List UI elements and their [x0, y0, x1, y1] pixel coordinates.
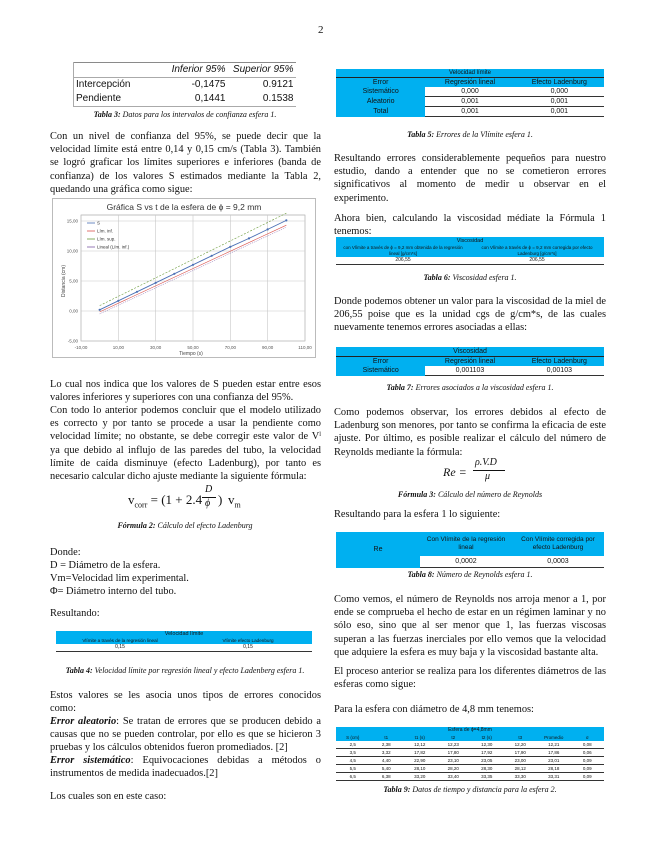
table-cell: 33,30 — [504, 773, 538, 781]
table-row — [336, 741, 604, 749]
table-header-cell: S (cm) — [336, 734, 370, 741]
table-header-cell: Efecto Ladenburg — [515, 357, 604, 367]
table-header-cell: Regresión lineal — [425, 78, 514, 88]
table-row — [336, 749, 604, 757]
table-cell: 28,18 — [537, 765, 571, 773]
table-cell: 5,5 — [336, 765, 370, 773]
y-tick-label: 10,00 — [66, 248, 78, 254]
paragraph: Como vemos, el número de Reynolds nos arroja menor a 1, por ende se comprueba el hecho de estar en un régimen laminar y no sólo eso, sino que al ser menor que 1, las fuerzas viscosas superan a las fuerzas inerciales por ello vemos que la velocidad que adquiere la esfera es muy baja y la viscosidad bastante alta. — [334, 594, 606, 658]
x-tick-label: 10,00 — [112, 345, 124, 350]
table-cell: 6,38 — [370, 773, 404, 781]
y-tick-label: 0,00 — [69, 308, 78, 314]
data-point — [173, 273, 175, 275]
paragraph: Donde: — [50, 547, 81, 558]
chart-y-label: Distancia (cm) — [61, 265, 67, 297]
table-row — [336, 773, 604, 781]
table-header-cell: Error — [336, 357, 425, 367]
data-point — [117, 300, 119, 302]
caption-text: Cálculo del efecto Ladenburg — [155, 521, 253, 530]
table-header-cell: t2 — [437, 734, 471, 741]
table-cell: 12,21 — [537, 741, 571, 749]
table-row — [74, 63, 296, 78]
table-title: Velocidad límite — [336, 69, 604, 78]
table-cell: 0,1441 — [160, 92, 228, 107]
table-row-head: Re — [336, 532, 420, 568]
table-header-cell: Efecto Ladenburg — [515, 78, 604, 88]
paragraph: Lo cual nos indica que los valores de S pueden estar entre esos valores inferiores y superiores con una confianza del 95%. — [50, 379, 321, 404]
x-tick-label: 70,00 — [224, 345, 236, 350]
caption-label: Tabla 4: — [65, 666, 93, 675]
table-header-cell: Vlímite a través de la regresión lineal — [56, 638, 184, 644]
table-title: Velocidad límite — [56, 631, 312, 638]
table-cell: 17,90 — [504, 749, 538, 757]
table-header-cell: σ — [571, 734, 605, 741]
table-cell: 23,00 — [504, 757, 538, 765]
table-cell: 23,10 — [437, 757, 471, 765]
data-point — [285, 219, 287, 221]
table-cell: 0,06 — [571, 749, 605, 757]
table-8 — [336, 532, 604, 568]
table-cell: 28,20 — [437, 765, 471, 773]
caption-text: Datos de tiempo y distancia para la esfera 2. — [410, 785, 557, 794]
table-header-cell: Inferior 95% — [160, 63, 228, 78]
caption-label: Tabla 6: — [423, 273, 451, 282]
table-cell: 0,09 — [571, 773, 605, 781]
paragraph — [50, 754, 321, 780]
table-header-cell: t1 — [370, 734, 404, 741]
table-cell: 5,40 — [370, 765, 404, 773]
table-cell: 6,5 — [336, 773, 370, 781]
legend-entry: Lím. inf. — [97, 228, 114, 234]
paragraph: Resultando: — [50, 608, 100, 619]
table-row — [336, 765, 604, 773]
caption-text: Errores de la Vlímite esfera 1. — [434, 130, 533, 139]
table-cell: 12,23 — [437, 741, 471, 749]
x-tick-label: 50,00 — [187, 345, 199, 350]
table-header-cell: Error — [336, 78, 425, 88]
table-row — [336, 757, 604, 765]
table-header-cell: con Vlímite a través de ϕ = 9,2 mm corregida por efecto Ladenburg [g/cm*s] — [470, 245, 604, 257]
caption-label: Tabla 3: — [93, 110, 121, 119]
table-cell: 33,20 — [403, 773, 437, 781]
caption-label: Tabla 7: — [386, 383, 414, 392]
table-cell: 12,20 — [504, 741, 538, 749]
y-tick-label: -5,00 — [67, 338, 78, 344]
data-point — [136, 291, 138, 293]
table-cell: 28,12 — [504, 765, 538, 773]
table-6 — [336, 237, 604, 265]
table-row-head: Sistemático — [336, 87, 425, 97]
legend-entry: Lím. sup. — [97, 236, 116, 242]
caption-label: Tabla 5: — [407, 130, 435, 139]
table-header-cell: Superior 95% — [228, 63, 296, 78]
formula-3-caption — [334, 490, 606, 500]
table-cell: 0,0002 — [420, 556, 512, 568]
table-cell: 206,55 — [336, 257, 470, 265]
table-cell: 3,5 — [336, 749, 370, 757]
caption-label: Tabla 8: — [407, 570, 435, 579]
table-4 — [56, 631, 312, 652]
legend-entry: Lineal (Lím. inf.) — [97, 244, 130, 250]
caption-label: Fórmula 3: — [397, 490, 436, 499]
x-tick-label: -10,00 — [74, 345, 88, 350]
table-cell: 12,30 — [470, 741, 504, 749]
formula-2-caption — [50, 521, 320, 531]
table-cell: 2,38 — [370, 741, 404, 749]
paragraph: Como podemos observar, los errores debidos al efecto de Ladenburg son menores, por tanto se confirma la eficacia de este ajuste. Por último, es posible realizar el cálculo del número de Reynolds mediante la fórmula: — [334, 407, 606, 458]
table-cell: 0,15 — [184, 644, 312, 652]
paragraph: Con todo lo anterior podemos concluir que el modelo utilizado es correcto y por tanto se procede a usar la pendiente como velocidad límite; no obstante, se debe corregir este valor de Vˡ ya que debido al influjo de las paredes del tubo, la velocidad límite de caída disminuye (efecto Ladenburg), por tanto es necesario calcular dicho ajuste mediante la siguiente fórmula: — [50, 405, 321, 483]
sv-chart — [52, 198, 316, 358]
table-cell: Pendiente — [74, 92, 160, 107]
term-label: Error sistemático — [50, 755, 131, 766]
y-tick-label: 15,00 — [66, 218, 78, 224]
caption-text: Viscosidad esfera 1. — [450, 273, 517, 282]
table-cell: 22,90 — [403, 757, 437, 765]
table-5 — [336, 69, 604, 117]
paragraph: Para la esfera con diámetro de 4,8 mm tenemos: — [334, 704, 534, 715]
paragraph: Resultando errores considerablemente pequeños para nuestro estudio, dando a entender que no se cometieron errores significativos al momento de medir u observar en el experimento. — [334, 153, 606, 204]
table-header-cell — [74, 63, 160, 78]
table-9-caption — [334, 785, 606, 795]
caption-text: Datos para los intervalos de confianza esfera 1. — [120, 110, 277, 119]
data-point — [155, 282, 157, 284]
table-5-caption — [334, 130, 606, 140]
table-3 — [73, 62, 295, 107]
table-9 — [336, 727, 604, 781]
table-cell: 17,92 — [470, 749, 504, 757]
table-7 — [336, 347, 604, 376]
table-cell: 33,31 — [537, 773, 571, 781]
formula-ladenburg: $v_{corr} = (1 + 2.4$ D ϕ ) $v_m$ — [128, 484, 241, 510]
table-cell: 0,001103 — [425, 366, 514, 376]
table-cell: 4,5 — [336, 757, 370, 765]
table-cell: -0,1475 — [191, 79, 226, 90]
table-title: Viscosidad — [336, 347, 604, 357]
table-cell: 0,08 — [571, 741, 605, 749]
paragraph: Resultando para la esfera 1 lo siguiente: — [334, 509, 501, 520]
paragraph: Estos valores se les asocia unos tipos de errores conocidos como: — [50, 690, 321, 715]
table-cell: Intercepción — [74, 78, 160, 93]
table-cell: 17,86 — [537, 749, 571, 757]
x-tick-label: 110,00 — [298, 345, 312, 350]
table-header-cell: Con Vlímite de la regresión lineal — [420, 532, 512, 556]
definition: Vm=Velocidad lim experimental. — [50, 573, 189, 584]
table-header-cell: t1 (s) — [403, 734, 437, 741]
y-tick-label: 5,00 — [69, 278, 78, 284]
table-title: Esfera de ϕ=4,8mm — [336, 727, 604, 734]
table-8-caption — [334, 570, 606, 580]
x-tick-label: 90,00 — [262, 345, 274, 350]
table-row-head: Sistemático — [336, 366, 425, 376]
table-cell: 17,80 — [437, 749, 471, 757]
table-6-caption — [334, 273, 606, 283]
table-cell: 0,000 — [515, 87, 604, 97]
caption-text: Número de Reynolds esfera 1. — [434, 570, 533, 579]
paragraph: Donde podemos obtener un valor para la viscosidad de la miel de 206,55 poise que es la unidad cgs de g/cm*s, de las cuales nuevamente tenemos errores asociadas a ellas: — [334, 296, 606, 334]
table-cell: 28,30 — [470, 765, 504, 773]
table-cell: 0,001 — [515, 97, 604, 107]
table-header-cell: t3 — [504, 734, 538, 741]
table-header-cell: Promedio — [537, 734, 571, 741]
term-text: : Equivocaciones debidas a métodos o instrumentos de medida inadecuados.[2] — [50, 755, 322, 780]
table-row — [74, 78, 296, 93]
table-4-caption — [50, 666, 320, 676]
formula-reynolds: Re = ρ.V.D μ — [443, 457, 523, 487]
data-point — [248, 237, 250, 239]
paragraph: Ahora bien, calculando la viscosidad médiate la Fórmula 1 tenemos: — [334, 213, 606, 238]
data-point — [267, 228, 269, 230]
table-3-caption — [50, 110, 320, 120]
table-cell: 2,5 — [336, 741, 370, 749]
data-point — [192, 264, 194, 266]
definition: D = Diámetro de la esfera. — [50, 560, 161, 571]
table-cell: 3,32 — [370, 749, 404, 757]
table-cell: 28,10 — [403, 765, 437, 773]
table-cell: 23,01 — [537, 757, 571, 765]
table-row-head: Total — [336, 107, 425, 117]
table-cell: 0,001 — [515, 107, 604, 117]
caption-label: Fórmula 2: — [117, 521, 156, 530]
table-cell: 0,000 — [425, 87, 514, 97]
table-cell: 0.1538 — [228, 92, 296, 107]
table-header-cell: Con Vlímite corregida por efecto Ladenburg — [512, 532, 604, 556]
table-header-cell: con Vlímite a través de ϕ = 9,2 mm obtenida de la regresión lineal [g/cm*s] — [336, 245, 470, 257]
caption-text: Cálculo del número de Reynolds — [435, 490, 543, 499]
definition: Φ= Diámetro interno del tubo. — [50, 586, 177, 597]
table-cell: 0,15 — [56, 644, 184, 652]
table-header-cell: t2 (s) — [470, 734, 504, 741]
table-cell: 23,05 — [470, 757, 504, 765]
term-label: Error aleatorio — [50, 716, 117, 727]
table-cell: 0,001 — [425, 107, 514, 117]
table-cell: 0,09 — [571, 765, 605, 773]
table-cell: 17,82 — [403, 749, 437, 757]
chart-title: Gráfica S vs t de la esfera de ϕ = 9,2 mm — [106, 202, 262, 212]
page-number: 2 — [318, 24, 324, 36]
caption-text: Velocidad límite por regresión lineal y efecto Ladenberg esfera 1. — [92, 666, 305, 675]
paragraph: Los cuales son en este caso: — [50, 791, 167, 802]
table-header-cell: Vlímite efecto Ladenburg — [184, 638, 312, 644]
table-cell: 0,00103 — [515, 366, 604, 376]
table-row — [74, 92, 296, 107]
paragraph: El proceso anterior se realiza para los diferentes diámetros de las esferas como sigue: — [334, 666, 606, 691]
table-cell: 4,40 — [370, 757, 404, 765]
table-row-head: Aleatorio — [336, 97, 425, 107]
table-cell: 33,40 — [437, 773, 471, 781]
table-cell: 0,0003 — [512, 556, 604, 568]
table-cell: 0.9121 — [262, 79, 294, 90]
data-point — [211, 255, 213, 257]
data-point — [229, 246, 231, 248]
table-cell: 12,12 — [403, 741, 437, 749]
caption-label: Tabla 9: — [383, 785, 411, 794]
table-cell: 206,55 — [470, 257, 604, 265]
chart-svg — [53, 199, 315, 357]
paragraph — [50, 715, 321, 755]
table-header-cell: Regresión lineal — [425, 357, 514, 367]
x-tick-label: 30,00 — [150, 345, 162, 350]
paragraph: Con un nivel de confianza del 95%, se puede decir que la velocidad límite está entre 0,14 y 0,15 cm/s (Tabla 3). También se logró graficar los límites superiores e inferiores (banda de confianza) de los valores S estimados mediante la Tabla 2, quedando una gráfica como sigue: — [50, 131, 321, 195]
table-cell: 0,09 — [571, 757, 605, 765]
caption-text: Errores asociados a la viscosidad esfera 1. — [413, 383, 554, 392]
table-7-caption — [334, 383, 606, 393]
table-title: Viscosidad — [336, 237, 604, 245]
table-cell: 0,001 — [425, 97, 514, 107]
term-text: : Se tratan de errores que se producen debido a causas que no se pueden controlar, por ello es que se hicieron 3 pruebas y los cálculos obtenidos fueron promediados. [2] — [50, 716, 321, 754]
legend-entry: S — [97, 220, 101, 226]
data-point — [99, 309, 101, 311]
table-cell: 33,35 — [470, 773, 504, 781]
chart-x-label: Tiempo (s) — [179, 351, 203, 357]
